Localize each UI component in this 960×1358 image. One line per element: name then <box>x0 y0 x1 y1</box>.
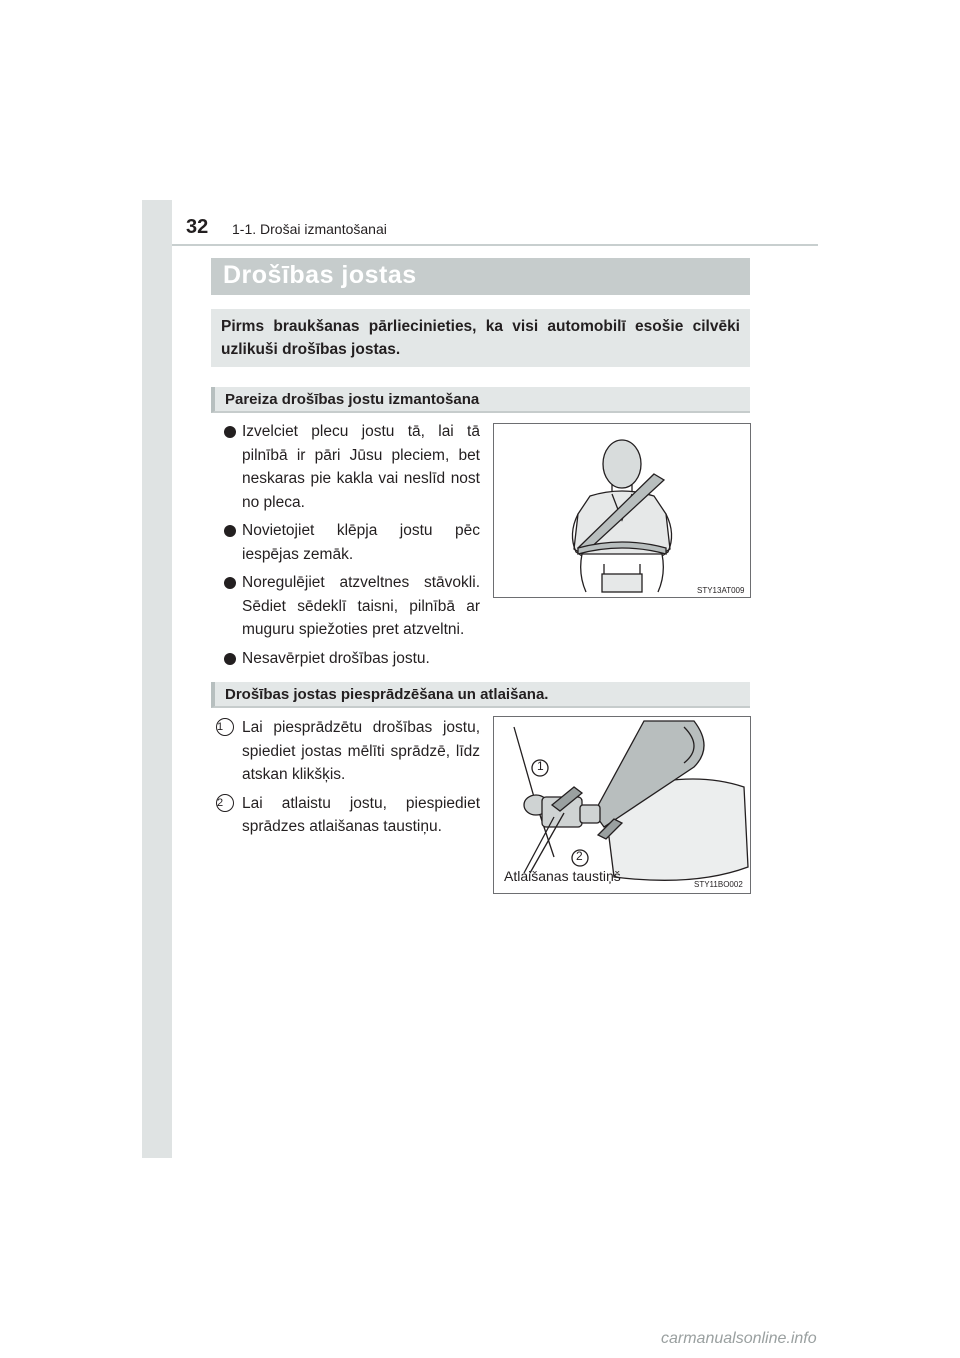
list-item <box>224 519 480 566</box>
list-item-text: Izvelciet plecu jostu tā, lai tā pilnībā ir pāri Jūsu pleciem, bet neskaras pie kakla vai neslīd nost no pleca. <box>242 423 480 511</box>
figure-code: STY13AT009 <box>697 586 745 595</box>
figure-callout-number: 2 <box>576 849 583 863</box>
page-number: 32 <box>186 216 209 238</box>
bullet-list <box>224 420 480 675</box>
buckle-figure <box>493 716 751 894</box>
list-item <box>224 647 480 671</box>
section-heading-fastening <box>211 682 750 708</box>
bullet-icon <box>224 525 236 537</box>
release-button-label: Atlaišanas taustiņš <box>504 868 621 884</box>
intro-box <box>211 309 750 367</box>
buckle-illustration <box>494 717 750 893</box>
step-list <box>216 716 480 844</box>
bullet-icon <box>224 577 236 589</box>
step-text: Lai atlaistu jostu, piespiediet sprādzes atlaišanas taustiņu. <box>242 794 480 835</box>
step-number: 2 <box>216 794 234 812</box>
list-item-text: Nesavērpiet drošības jostu. <box>242 649 430 667</box>
list-item <box>224 571 480 642</box>
section-heading-text: Drošības jostas piesprādzēšana un atlaišana. <box>225 686 549 703</box>
side-strip <box>142 200 172 1158</box>
chapter-title: 1-1. Drošai izmantošanai <box>232 221 387 237</box>
section-heading-text: Pareiza drošības jostu izmantošana <box>225 391 480 408</box>
intro-text: Pirms braukšanas pārliecinieties, ka visi automobilī esošie cilvēki uzlikuši drošības jostas. <box>221 318 740 358</box>
bullet-icon <box>224 426 236 438</box>
figure-callout-number: 1 <box>537 759 544 773</box>
step-text: Lai piesprādzētu drošības jostu, spiediet jostas mēlīti sprādzē, līdz atskan klikšķis. <box>242 719 480 783</box>
bullet-icon <box>224 653 236 665</box>
header-divider <box>172 244 818 246</box>
list-item-text: Novietojiet klēpja jostu pēc iespējas zemāk. <box>242 522 480 563</box>
list-item-text: Noregulējiet atzveltnes stāvokli. Sēdiet sēdeklī taisni, pilnībā ar muguru spiežoties pret atzveltni. <box>242 574 480 638</box>
seated-person-illustration <box>494 424 750 597</box>
watermark: carmanualsonline.info <box>661 1330 817 1347</box>
figure-code: STY11BO002 <box>694 880 743 889</box>
step-number: 1 <box>216 718 234 736</box>
step-item <box>216 716 480 787</box>
section-heading-correct-use <box>211 387 750 413</box>
page-title: Drošības jostas <box>223 261 417 289</box>
page-title-bar <box>211 258 750 295</box>
seated-person-figure <box>493 423 751 598</box>
list-item <box>224 420 480 514</box>
step-item <box>216 792 480 839</box>
